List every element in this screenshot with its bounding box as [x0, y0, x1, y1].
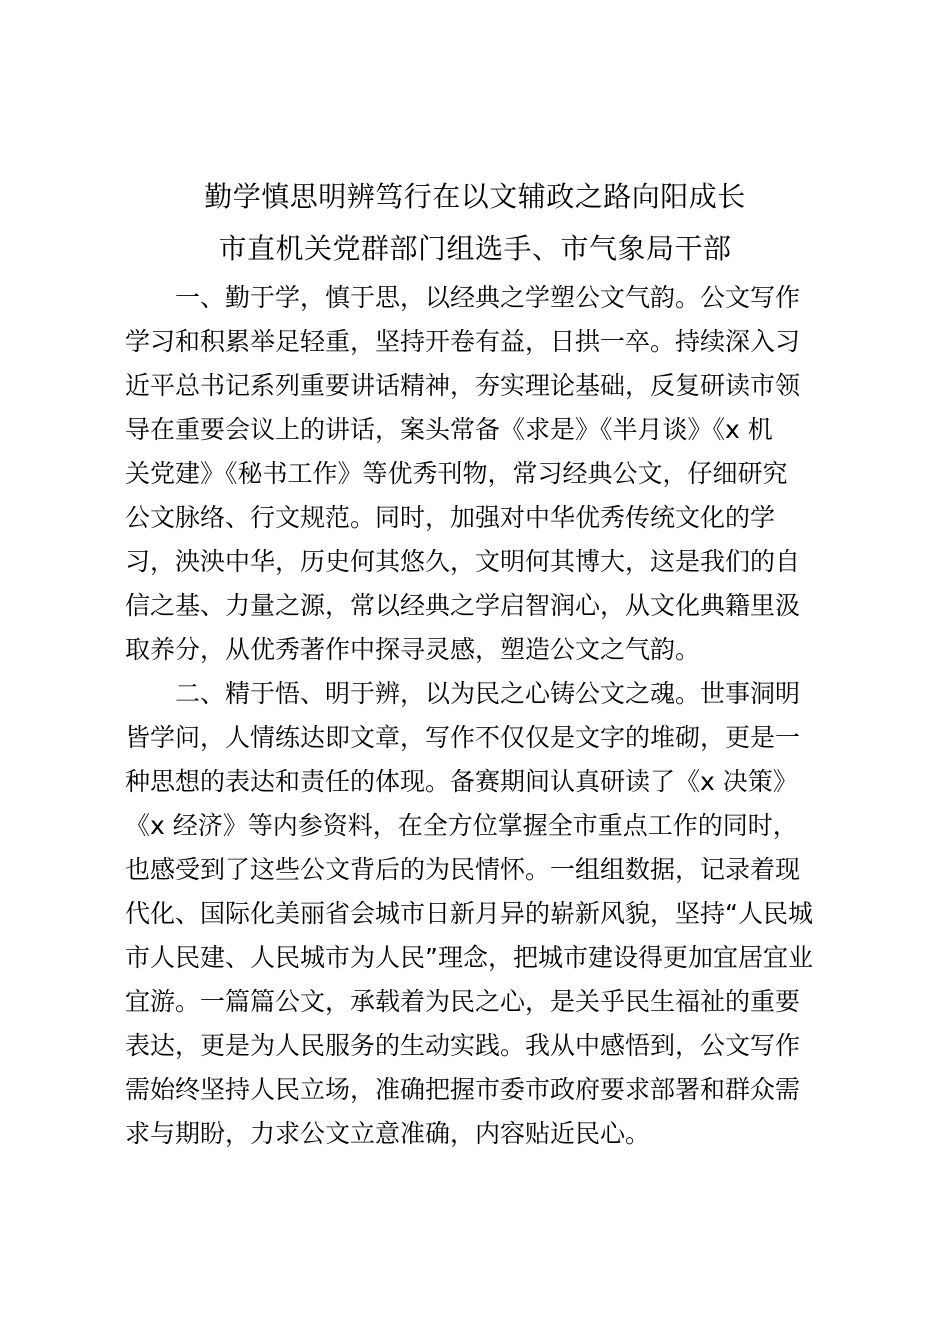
body-line: 信之基、力量之源，常以经典之学启智润心，从文化典籍里汲	[125, 591, 801, 620]
body-line: 学习和积累举足轻重，坚持开卷有益，日拱一卒。持续深入习	[125, 327, 801, 356]
body-line: 《x 经济》等内参资料，在全方位掌握全市重点工作的同时，	[125, 811, 798, 840]
body-line: 关党建》《秘书工作》等优秀刊物，常习经典公文，仔细研究	[125, 459, 788, 488]
body-line: 种思想的表达和责任的体现。备赛期间认真研读了《x 决策》	[125, 767, 798, 796]
body-line: 取养分，从优秀著作中探寻灵感，塑造公文之气韵。	[125, 635, 701, 664]
body-line: 皆学问，人情练达即文章，写作不仅仅是文字的堆砌，更是一	[125, 723, 801, 752]
body-line: 求与期盼，力求公文立意准确，内容贴近民心。	[125, 1119, 651, 1148]
body-line: 近平总书记系列重要讲话精神，夯实理论基础，反复研读市领	[125, 371, 801, 400]
document-author: 市直机关党群部门组选手、市气象局干部	[218, 232, 732, 265]
body-line: 表达，更是为人民服务的生动实践。我从中感悟到，公文写作	[125, 1031, 801, 1060]
body-line: 二、精于悟、明于辨，以为民之心铸公文之魂。世事洞明	[125, 679, 801, 708]
body-line: 导在重要会议上的讲话，案头常备《求是》《半月谈》《x 机	[125, 415, 773, 444]
body-line: 代化、国际化美丽省会城市日新月异的崭新风貌，坚持“人民城	[125, 899, 813, 928]
body-line: 公文脉络、行文规范。同时，加强对中华优秀传统文化的学	[125, 503, 776, 532]
document-title: 勤学慎思明辨笃行在以文辅政之路向阳成长	[204, 180, 746, 213]
body-line: 需始终坚持人民立场，准确把握市委市政府要求部署和群众需	[125, 1075, 801, 1104]
body-line: 市人民建、人民城市为人民”理念，把城市建设得更加宜居宜业	[125, 943, 813, 972]
body-line: 宜游。一篇篇公文，承载着为民之心，是关乎民生福祉的重要	[125, 987, 801, 1016]
body-line: 一、勤于学，慎于思，以经典之学塑公文气韵。公文写作	[125, 283, 801, 312]
body-line: 习，泱泱中华，历史何其悠久，文明何其博大，这是我们的自	[125, 547, 801, 576]
body-line: 也感受到了这些公文背后的为民情怀。一组组数据，记录着现	[125, 855, 801, 884]
